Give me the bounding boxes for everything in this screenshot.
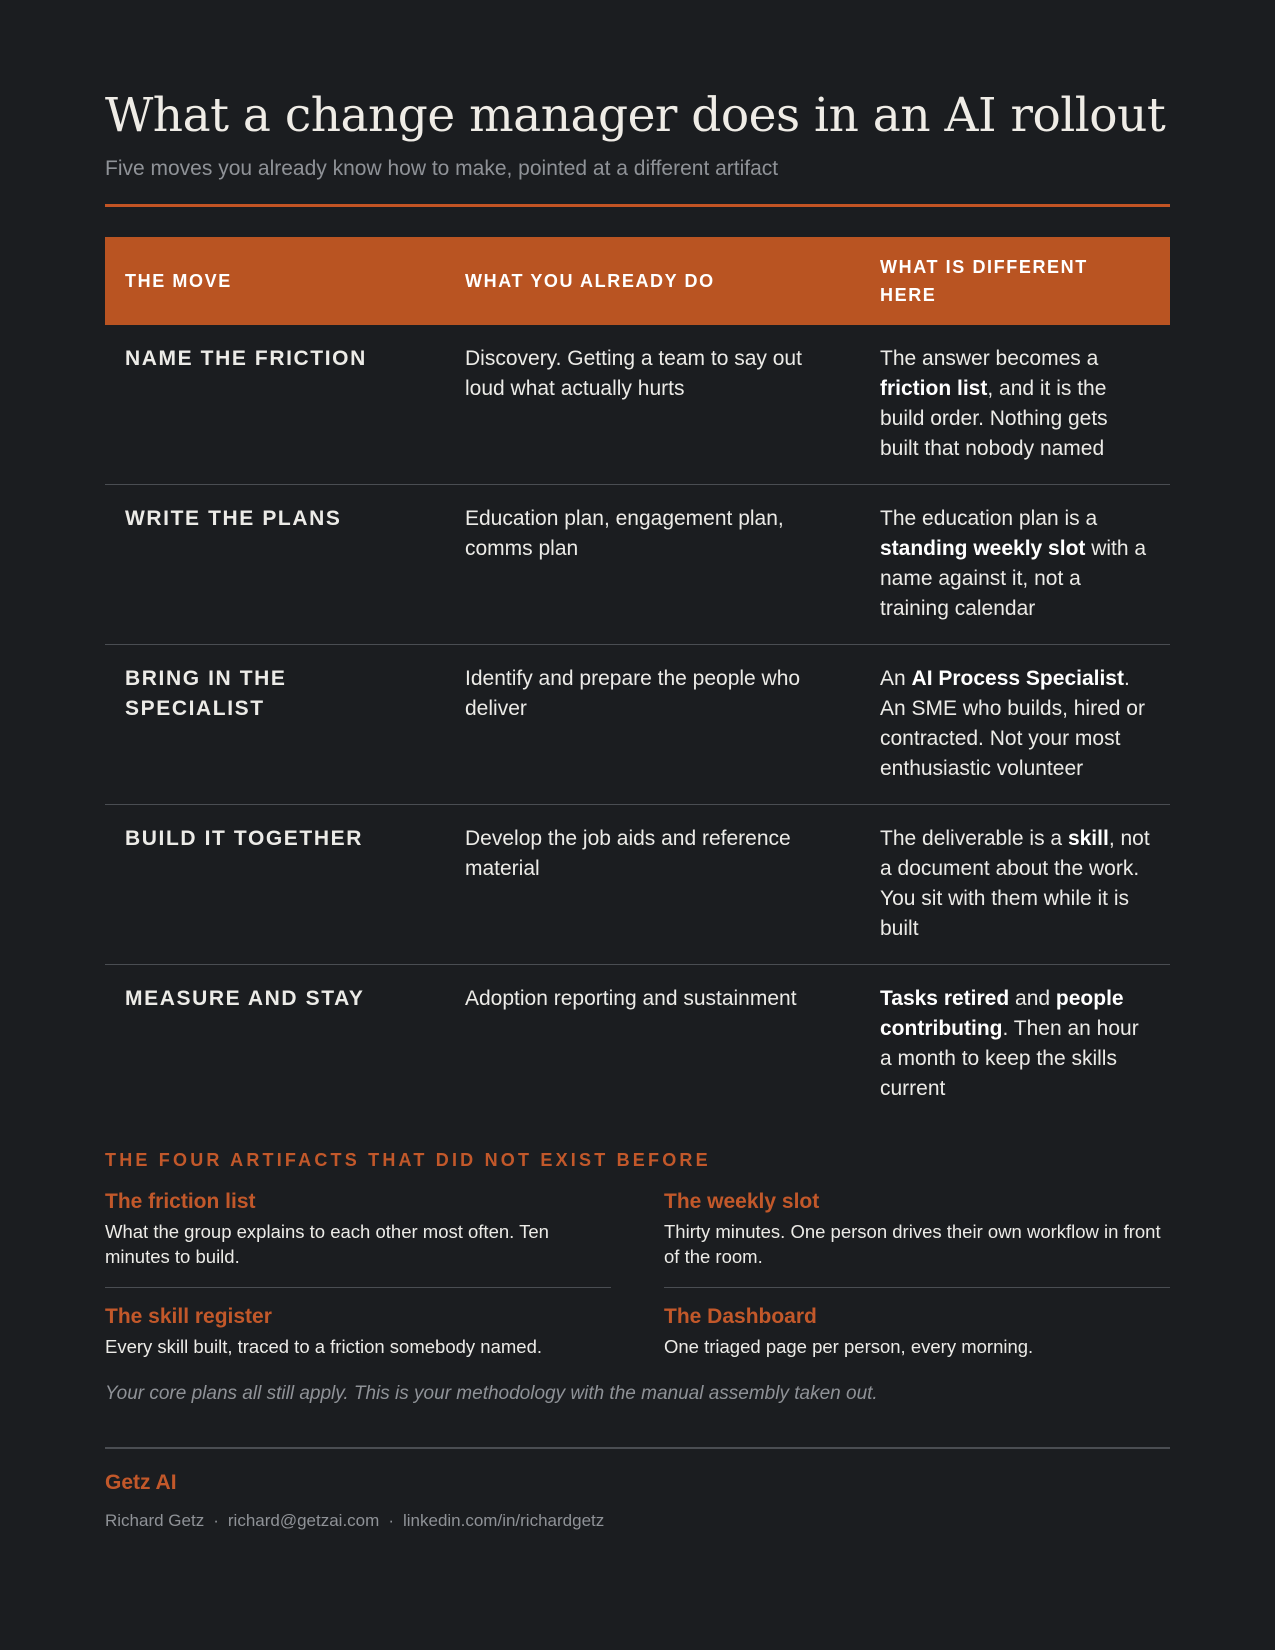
- emphasis-text: standing weekly slot: [880, 537, 1086, 560]
- table-row: [105, 325, 1170, 485]
- cell-text: The education plan is a: [880, 507, 1098, 530]
- move-name-cell: BUILD IT TOGETHER: [105, 805, 445, 965]
- cell-text: with a name against it, not a training calendar: [880, 537, 1147, 620]
- separator: ·: [213, 1510, 219, 1530]
- table-row: [105, 485, 1170, 645]
- different-here-cell: [860, 965, 1170, 1125]
- artifacts-grid: [105, 1189, 1170, 1377]
- artifact-description: Every skill built, traced to a friction somebody named.: [105, 1336, 542, 1357]
- brand-name: Getz AI: [105, 1470, 177, 1494]
- footer-divider: [105, 1447, 1170, 1449]
- cell-text: . Then an hour a month to keep the skills current: [880, 1017, 1139, 1100]
- cell-text: , and it is the build order. Nothing gets built that nobody named: [880, 377, 1108, 460]
- cell-text: and: [1009, 987, 1056, 1010]
- cell-text: An: [880, 667, 912, 690]
- column-header-different: WHAT IS DIFFERENT HERE: [860, 237, 1170, 325]
- cell-text: . An SME who builds, hired or contracted. Not your most enthusiastic volunteer: [880, 667, 1145, 780]
- artifacts-heading: THE FOUR ARTIFACTS THAT DID NOT EXIST BEFORE: [105, 1150, 711, 1170]
- artifact-card: [105, 1189, 611, 1288]
- move-name-cell: BRING IN THE SPECIALIST: [105, 645, 445, 805]
- emphasis-text: friction list: [880, 377, 988, 400]
- table-row: [105, 645, 1170, 805]
- emphasis-text: skill: [1067, 827, 1109, 850]
- different-here-cell: [860, 645, 1170, 805]
- artifact-title: The skill register: [105, 1305, 272, 1328]
- table-header-row: [105, 237, 1170, 325]
- cell-text: , not a document about the work. You sit with them while it is built: [880, 827, 1150, 940]
- artifact-title: The Dashboard: [664, 1305, 817, 1328]
- author-name: Richard Getz: [105, 1510, 205, 1530]
- column-header-move: THE MOVE: [105, 237, 445, 325]
- table-row: [105, 965, 1170, 1125]
- artifact-title: The weekly slot: [664, 1190, 820, 1213]
- move-name-cell: WRITE THE PLANS: [105, 485, 445, 645]
- already-do-cell: Develop the job aids and reference material: [445, 805, 860, 965]
- different-here-cell: [860, 325, 1170, 485]
- already-do-cell: Discovery. Getting a team to say out loud what actually hurts: [445, 325, 860, 485]
- accent-divider: [105, 204, 1170, 207]
- page-title: What a change manager does in an AI rollout: [105, 88, 1166, 143]
- page-subtitle: Five moves you already know how to make, pointed at a different artifact: [105, 157, 779, 180]
- emphasis-text: Tasks retired: [880, 987, 1010, 1010]
- move-name-cell: MEASURE AND STAY: [125, 987, 365, 1010]
- column-header-already: WHAT YOU ALREADY DO: [445, 237, 860, 325]
- artifact-description: What the group explains to each other most often. Ten minutes to build.: [105, 1221, 549, 1267]
- cell-text: The deliverable is a: [880, 827, 1068, 850]
- emphasis-text: AI Process Specialist: [911, 667, 1124, 690]
- move-name-cell: NAME THE FRICTION: [105, 325, 445, 485]
- cell-text: The answer becomes a: [880, 347, 1099, 370]
- artifact-title: The friction list: [105, 1190, 256, 1213]
- separator: ·: [388, 1510, 394, 1530]
- different-here-cell: [860, 805, 1170, 965]
- artifact-description: One triaged page per person, every morning.: [664, 1336, 1034, 1357]
- already-do-cell: Identify and prepare the people who deliver: [445, 645, 860, 805]
- linkedin-link[interactable]: linkedin.com/in/richardgetz: [402, 1510, 605, 1530]
- emphasis-text: people contributing: [880, 987, 1124, 1040]
- table-row: [105, 805, 1170, 965]
- different-here-cell: [860, 485, 1170, 645]
- already-do-cell: Adoption reporting and sustainment: [465, 987, 797, 1010]
- artifact-card: [664, 1189, 1170, 1288]
- already-do-cell: Education plan, engagement plan, comms plan: [445, 485, 860, 645]
- email-link[interactable]: richard@getzai.com: [227, 1510, 380, 1530]
- contact-line: [105, 1511, 1170, 1531]
- moves-table: [105, 237, 1170, 1124]
- artifact-description: Thirty minutes. One person drives their own workflow in front of the room.: [664, 1221, 1161, 1267]
- closing-note: Your core plans all still apply. This is your methodology with the manual assembly taken out.: [105, 1383, 878, 1404]
- artifact-card: [664, 1304, 1170, 1377]
- artifact-card: [105, 1304, 611, 1377]
